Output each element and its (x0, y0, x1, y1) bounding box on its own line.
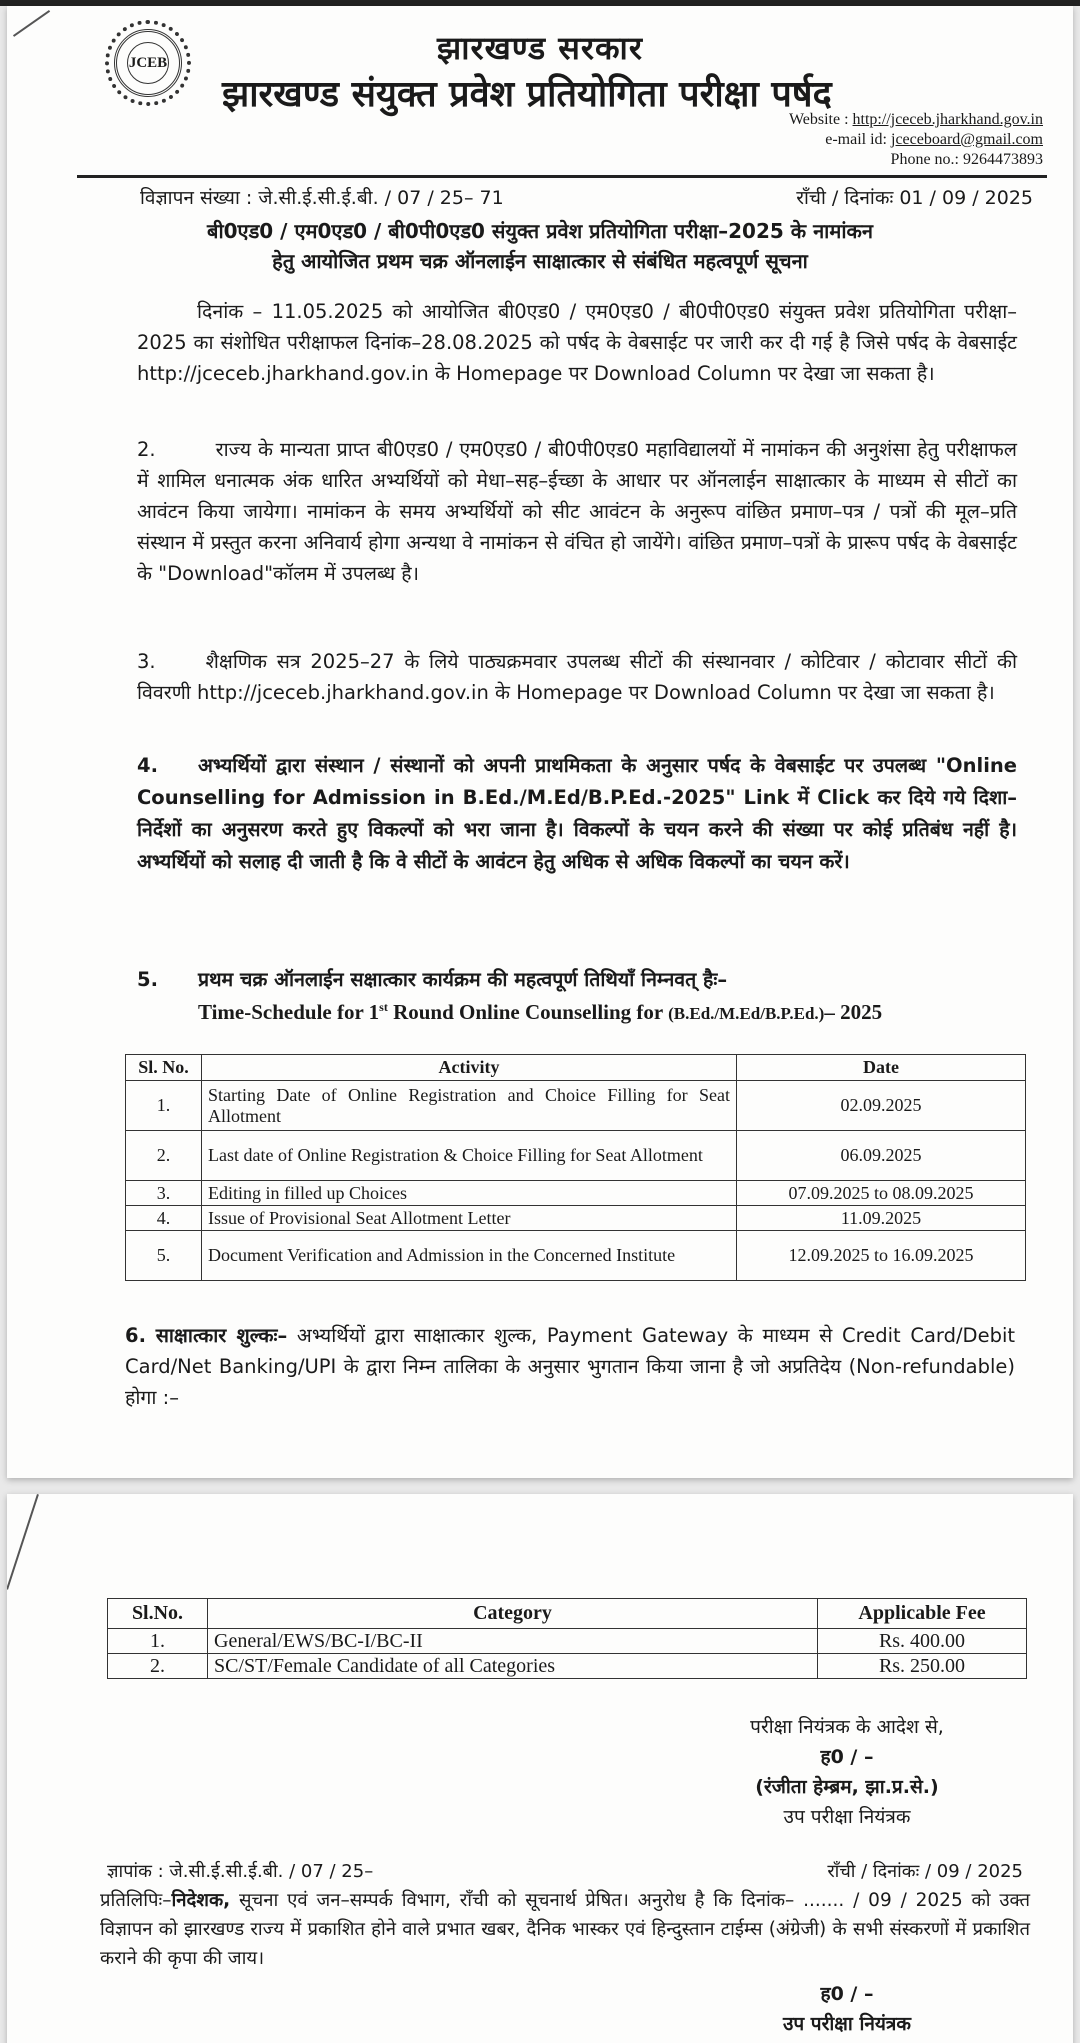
table-row: 2. SC/ST/Female Candidate of all Categories Rs. 250.00 (108, 1654, 1027, 1679)
memo-place-date: राँची / दिनांकः / 09 / 2025 (827, 1861, 1023, 1882)
place-date: राँची / दिनांकः 01 / 09 / 2025 (796, 187, 1033, 209)
table-row: 1. Starting Date of Online Registration and Choice Filling for Seat Allotment 02.09.2025 (126, 1081, 1026, 1131)
website-link[interactable]: http://jceceb.jharkhand.gov.in (852, 111, 1043, 128)
paragraph-5: 5. प्रथम चक्र ऑनलाईन सक्षात्कार कार्यक्रम की महत्वपूर्ण तिथियाँ निम्नवत् हैः– (137, 968, 728, 991)
table-row: 3. Editing in filled up Choices 07.09.2025 to 08.09.2025 (126, 1181, 1026, 1206)
paragraph-6: 6. साक्षात्कार शुल्कः– अभ्यर्थियों द्वारा साक्षात्कार शुल्क, Payment Gateway के माध्यम से Credit Card/Debit Card/Net Banking/UPI के द्वारा निम्न तालिका के अनुसार भुगतान किया जाना है जो अप्रतिदेय (Non-refundable) होगा :– (125, 1324, 1016, 1409)
copy-to-paragraph: प्रतिलिपिः–निदेशक, सूचना एवं जन–सम्पर्क विभाग, राँची को सूचनार्थ प्रेषित। अनुरोध है कि दिनांक– ....... / 09 / 2025 को उक्त विज्ञापन को झारखण्ड राज्य में प्रकाशित होने वाले प्रभात खबर, दैनिक भास्कर एवं हिन्दुस्तान टाईम्स (अंग्रेजी) के सभी संस्करणों में प्रकाशित कराने की कृपा की जाय। (100, 1890, 1030, 1969)
paragraph-1: दिनांक – 11.05.2025 को आयोजित बी0एड0 / एम0एड0 / बी0पी0एड0 संयुक्त प्रवेश प्रतियोगिता परीक्षा–2025 का संशोधित परीक्षाफल दिनांक–28.08.2025 को पर्षद के वेबसाईट पर जारी कर दी गई है जिसे पर्षद के वेबसाईट http://jceceb.jharkhand.gov.in के Homepage पर Download Column पर देखा जा सकता है। (137, 300, 1017, 385)
board-logo-icon: JCEB (105, 20, 191, 106)
signature-block: परीक्षा नियंत्रक के आदेश से, ह0 / – (रंजीता हेम्ब्रम, झा.प्र.से.) उप परीक्षा नियंत्रक (697, 1712, 997, 1832)
advert-number: विज्ञापन संख्या : जे.सी.ई.सी.ई.बी. / 07 / 25– 71 (140, 187, 504, 209)
contact-block: Website : http://jceceb.jharkhand.gov.in e-mail id: jceceboard@gmail.com Phone no.: 9264473893 (788, 111, 1043, 168)
paragraph-2: 2. राज्य के मान्यता प्राप्त बी0एड0 / एम0एड0 / बी0पी0एड0 महाविद्यालयों में नामांकन की अनुशंसा हेतु परीक्षाफल में शामिल धनात्मक अंक धारित अभ्यर्थियों को मेधा–सह–ईच्छा के आधार पर ऑनलाईन साक्षात्कार के माध्यम से सीटों का आवंटन किया जायेगा। नामांकन के समय अभ्यर्थियों को सीट आवंटन के अनुरूप वांछित प्रमाण–पत्र / पत्रों की मूल–प्रति संस्थान में प्रस्तुत करना अनिवार्य होगा अन्यथा वे नामांकन से वंचित हो जायेंगे। वांछित प्रमाण–पत्रों के प्रारूप पर्षद के वेबसाईट के "Download"कॉलम में उपलब्ध है। (137, 438, 1017, 585)
table-row: 5. Document Verification and Admission in the Concerned Institute 12.09.2025 to 16.09.2025 (126, 1231, 1026, 1281)
notice-title: बी0एड0 / एम0एड0 / बी0पी0एड0 संयुक्त प्रवेश प्रतियोगिता परीक्षा–2025 के नामांकन हेतु आयोजित प्रथम चक्र ऑनलाईन साक्षात्कार से संबंधित महत्वपूर्ण सूचना (207, 219, 873, 273)
phone-number: 9264473893 (963, 151, 1043, 168)
paragraph-3: 3. शैक्षणिक सत्र 2025–27 के लिये पाठ्यक्रमवार उपलब्ध सीटों की संस्थानवार / कोटिवार / कोटावार सीटों की विवरणी http://jceceb.jharkhand.gov.in के Homepage पर Download Column पर देखा जा सकता है। (137, 650, 1017, 704)
header-divider (77, 175, 1047, 178)
memo-number: ज्ञापांक : जे.सी.ई.सी.ई.बी. / 07 / 25– (107, 1861, 374, 1882)
document-page-2 (7, 1494, 1073, 2043)
document-page-1 (7, 6, 1073, 1478)
paragraph-4: 4. अभ्यर्थियों द्वारा संस्थान / संस्थानों को अपनी प्राथमिकता के अनुसार पर्षद के वेबसाईट पर उपलब्ध "Online Counselling for Admission in B.Ed./M.Ed/B.P.Ed.-2025" Link में Click कर दिये गये दिशा–निर्देशों का अनुसरण करते हुए विकल्पों को भरा जाना है। विकल्पों के चयन करने की संख्या पर कोई प्रतिबंध नहीं है। अभ्यर्थियों को सलाह दी जाती है कि वे सीटों के आवंटन हेतु अधिक से अधिक विकल्पों का चयन करें। (137, 754, 1017, 873)
board-name: झारखण्ड संयुक्त प्रवेश प्रतियोगिता परीक्षा पर्षद (222, 74, 832, 115)
table-row: 1. General/EWS/BC-I/BC-II Rs. 400.00 (108, 1629, 1027, 1654)
memo-line (107, 1859, 1023, 1883)
footer-signature: ह0 / – उप परीक्षा नियंत्रक (782, 1983, 912, 2035)
reference-line (140, 184, 1033, 210)
table-header-row: Sl.No. Category Applicable Fee (108, 1599, 1027, 1629)
schedule-table (125, 1054, 1026, 1281)
schedule-title: Time-Schedule for 1st Round Online Counselling for (B.Ed./M.Ed/B.P.Ed.)– 2025 (197, 1000, 883, 1024)
fee-table (107, 1598, 1027, 1679)
pen-mark (7, 1494, 39, 1590)
government-name: झारखण्ड सरकार (437, 29, 643, 67)
table-row: 2. Last date of Online Registration & Choice Filling for Seat Allotment 06.09.2025 (126, 1131, 1026, 1181)
table-header-row: Sl. No. Activity Date (126, 1055, 1026, 1081)
signatory-name: (रंजीता हेम्ब्रम, झा.प्र.से.) (755, 1776, 939, 1798)
table-row: 4. Issue of Provisional Seat Allotment Letter 11.09.2025 (126, 1206, 1026, 1231)
email-link[interactable]: jceceboard@gmail.com (891, 131, 1043, 148)
